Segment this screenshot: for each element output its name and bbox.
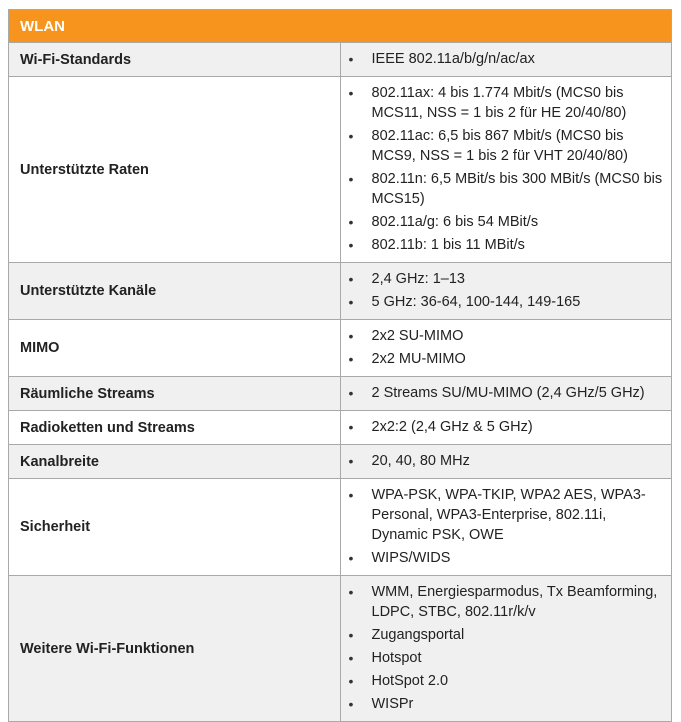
spec-value-item: • 802.11ac: 6,5 bis 867 Mbit/s (MCS0 bis MCS9, NSS = 1 bis 2 für VHT 20/40/80) [341, 126, 664, 166]
spec-value-item: • 2 Streams SU/MU-MIMO (2,4 GHz/5 GHz) [341, 383, 664, 403]
spec-value-item: • 2x2 SU-MIMO [341, 326, 664, 346]
spec-values [340, 263, 672, 320]
spec-label: Räumliche Streams [9, 377, 341, 411]
spec-value-list [341, 383, 664, 403]
section-title: WLAN [9, 10, 672, 43]
spec-label: Kanalbreite [9, 445, 341, 479]
spec-value-item: • 802.11b: 1 bis 11 MBit/s [341, 235, 664, 255]
spec-values [340, 411, 672, 445]
spec-value-list [341, 83, 664, 255]
spec-values [340, 77, 672, 263]
spec-label: Weitere Wi-Fi-Funktionen [9, 576, 341, 722]
spec-value-item: • IEEE 802.11a/b/g/n/ac/ax [341, 49, 664, 69]
spec-label: Wi-Fi-Standards [9, 43, 341, 77]
spec-value-item: • 20, 40, 80 MHz [341, 451, 664, 471]
spec-value-item: • WISPr [341, 694, 664, 714]
spec-values [340, 377, 672, 411]
spec-table-body [9, 43, 672, 722]
spec-row [9, 320, 672, 377]
spec-label: MIMO [9, 320, 341, 377]
spec-value-list [341, 451, 664, 471]
spec-row [9, 377, 672, 411]
spec-values [340, 320, 672, 377]
spec-value-item: • HotSpot 2.0 [341, 671, 664, 691]
spec-row [9, 479, 672, 576]
spec-values [340, 445, 672, 479]
spec-value-item: • Zugangsportal [341, 625, 664, 645]
spec-row [9, 445, 672, 479]
spec-label: Radioketten und Streams [9, 411, 341, 445]
wlan-spec-table [8, 9, 672, 722]
spec-value-item: • 2,4 GHz: 1–13 [341, 269, 664, 289]
spec-value-list [341, 582, 664, 714]
spec-row [9, 576, 672, 722]
spec-value-item: • WIPS/WIDS [341, 548, 664, 568]
spec-label: Unterstützte Kanäle [9, 263, 341, 320]
table-header-row [9, 10, 672, 43]
spec-value-list [341, 417, 664, 437]
spec-row [9, 77, 672, 263]
spec-value-item: • WPA-PSK, WPA-TKIP, WPA2 AES, WPA3-Personal, WPA3-Enterprise, 802.11i, Dynamic PSK, OWE [341, 485, 664, 545]
spec-value-list [341, 326, 664, 369]
spec-value-item: • Hotspot [341, 648, 664, 668]
spec-values [340, 576, 672, 722]
spec-label: Unterstützte Raten [9, 77, 341, 263]
spec-value-item: • 2x2:2 (2,4 GHz & 5 GHz) [341, 417, 664, 437]
spec-value-list [341, 49, 664, 69]
spec-label: Sicherheit [9, 479, 341, 576]
spec-value-list [341, 485, 664, 568]
spec-values [340, 43, 672, 77]
spec-value-item: • WMM, Energiesparmodus, Tx Beamforming, LDPC, STBC, 802.11r/k/v [341, 582, 664, 622]
spec-value-item: • 5 GHz: 36-64, 100-144, 149-165 [341, 292, 664, 312]
spec-values [340, 479, 672, 576]
spec-value-item: • 802.11a/g: 6 bis 54 MBit/s [341, 212, 664, 232]
spec-value-list [341, 269, 664, 312]
spec-row [9, 411, 672, 445]
spec-row [9, 43, 672, 77]
spec-value-item: • 2x2 MU-MIMO [341, 349, 664, 369]
spec-value-item: • 802.11ax: 4 bis 1.774 Mbit/s (MCS0 bis MCS11, NSS = 1 bis 2 für HE 20/40/80) [341, 83, 664, 123]
spec-row [9, 263, 672, 320]
spec-value-item: • 802.11n: 6,5 MBit/s bis 300 MBit/s (MCS0 bis MCS15) [341, 169, 664, 209]
